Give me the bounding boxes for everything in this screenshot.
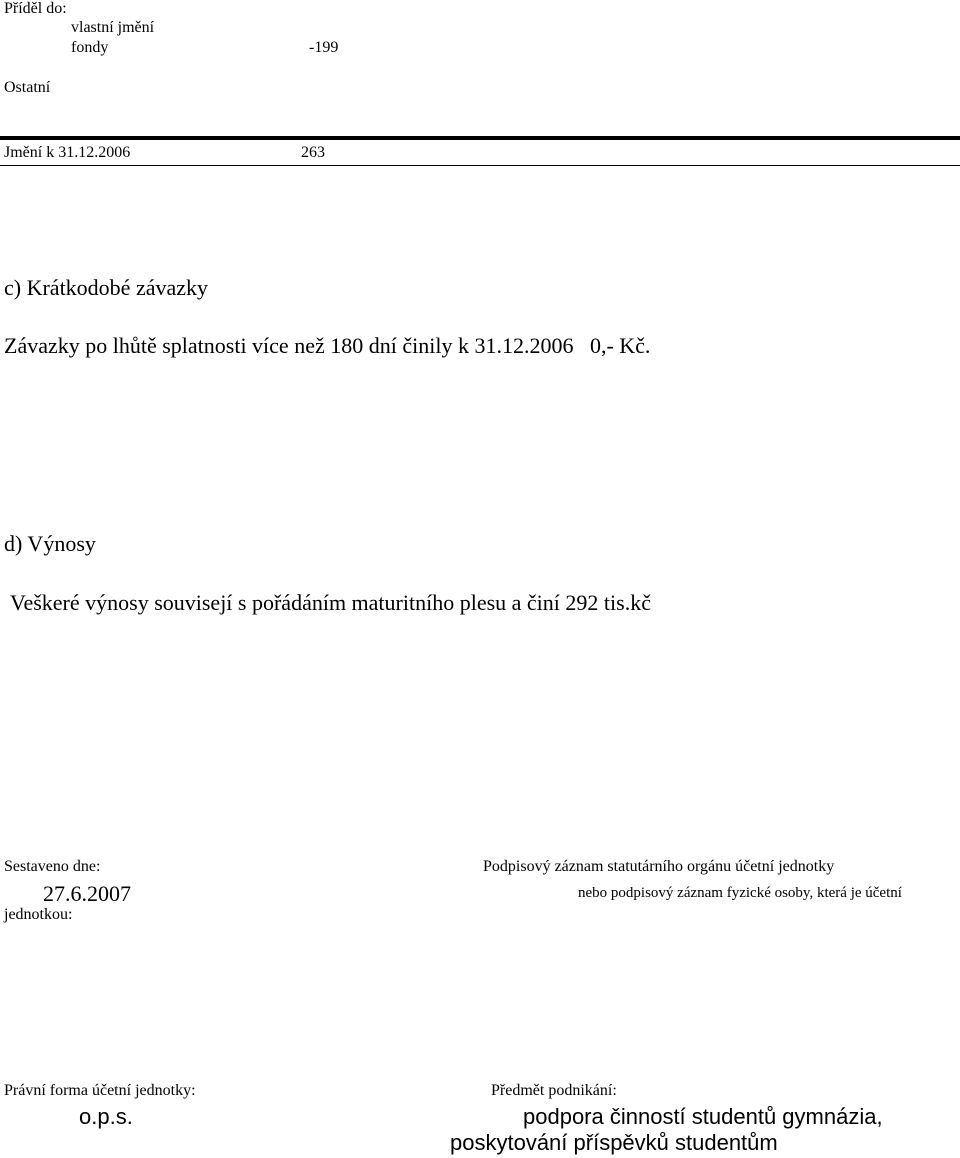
business-label: Předmět podnikání: <box>491 1082 617 1099</box>
equity-total-value: 263 <box>301 144 325 161</box>
other-label: Ostatní <box>4 79 51 96</box>
total-top-rule <box>0 136 960 140</box>
prepared-date: 27.6.2007 <box>43 881 131 906</box>
person-signature-label-continued: jednotkou: <box>4 906 73 923</box>
statutory-signature-label: Podpisový záznam statutárního orgánu účetní jednotky <box>483 858 835 875</box>
section-d-title: d) Výnosy <box>4 531 96 556</box>
funds-value: -199 <box>309 39 339 56</box>
section-d-text: Veškeré výnosy souvisejí s pořádáním maturitního plesu a činí 292 tis.kč <box>10 590 651 615</box>
business-value-line1: podpora činností studentů gymnázia, <box>523 1104 883 1129</box>
business-value-line2: poskytování příspěvků studentům <box>450 1130 778 1155</box>
own-assets-label: vlastní jmění <box>71 19 155 36</box>
legal-form-label: Právní forma účetní jednotky: <box>4 1082 196 1099</box>
section-c-title: c) Krátkodobé závazky <box>4 275 209 300</box>
person-signature-label: nebo podpisový záznam fyzické osoby, která je účetní <box>578 885 902 901</box>
equity-total-label: Jmění k 31.12.2006 <box>4 144 131 161</box>
funds-label: fondy <box>71 39 109 56</box>
total-bottom-rule <box>0 165 960 166</box>
legal-form-value: o.p.s. <box>79 1104 133 1129</box>
allocation-heading: Příděl do: <box>4 0 67 17</box>
prepared-label: Sestaveno dne: <box>4 858 101 875</box>
section-c-text: Závazky po lhůtě splatnosti více než 180 dní činily k 31.12.2006 0,- Kč. <box>4 333 651 358</box>
